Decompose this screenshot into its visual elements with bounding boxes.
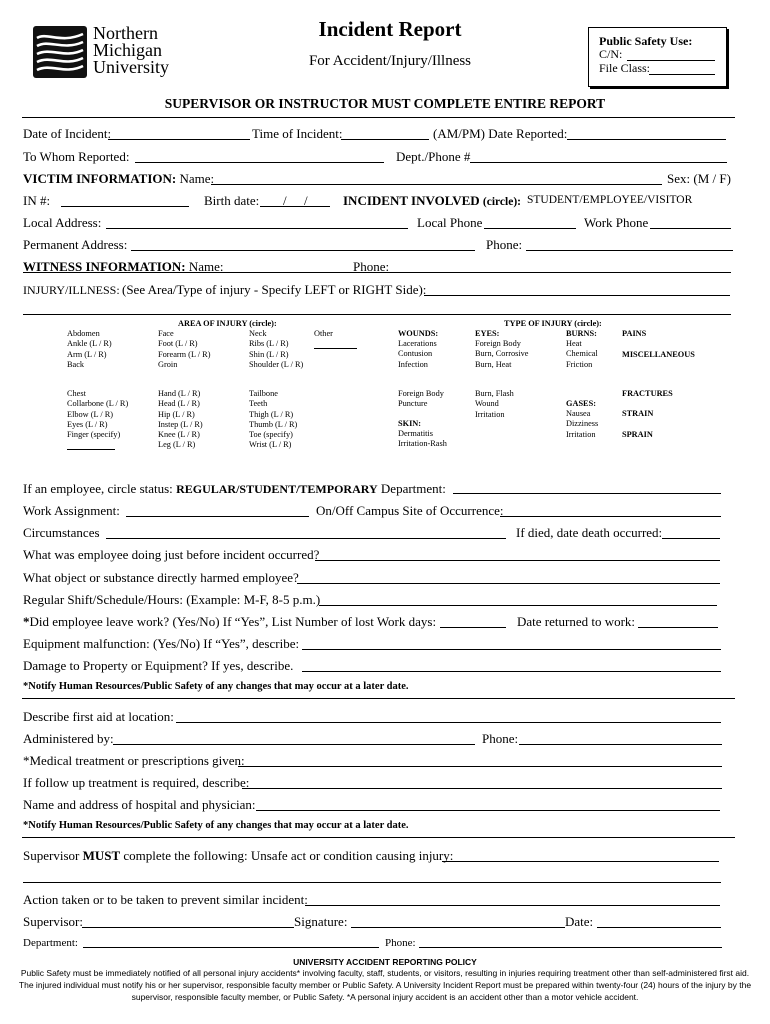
area-other-field[interactable] [314, 348, 357, 349]
injury-option[interactable]: Collarbone (L / R) [67, 399, 129, 409]
witness-field[interactable] [23, 272, 731, 273]
injury-option[interactable]: Contusion [398, 349, 433, 359]
regular-shift-field[interactable] [319, 605, 717, 606]
victim-name-field[interactable] [211, 184, 662, 185]
policy-line-2: The injured individual must notify his or her supervisor, responsible faculty member or Public Safety. A University Incident Report must be prepared within twenty-four (24) hours of the injury by the [18, 980, 752, 990]
dept-phone-label: Dept./Phone # [396, 149, 471, 164]
injury-option[interactable]: Ankle (L / R) [67, 339, 112, 349]
work-phone-label: Work Phone [584, 215, 649, 230]
work-assignment-label: Work Assignment: [23, 503, 120, 518]
supervisor-department-field[interactable] [83, 947, 379, 948]
injury-option[interactable]: Abdomen [67, 329, 100, 338]
employee-status-row [23, 481, 446, 497]
doing-before-field[interactable] [315, 560, 720, 561]
injury-option[interactable]: Hip (L / R) [158, 409, 195, 419]
administered-by-field[interactable] [113, 744, 475, 745]
injury-option[interactable]: Face [158, 329, 174, 338]
injury-option[interactable]: Finger (specify) [67, 430, 121, 440]
injury-option[interactable]: Hand (L / R) [158, 389, 201, 398]
wounds-list [398, 339, 437, 370]
injury-option[interactable]: Chest [67, 389, 86, 398]
signature-label: Signature: [294, 914, 348, 929]
burns-list [566, 339, 598, 370]
injury-option[interactable]: Burn, Heat [475, 359, 512, 369]
public-safety-box [588, 27, 727, 87]
damage-label: Damage to Property or Equipment? If yes, describe. [23, 658, 294, 673]
doing-before-label: What was employee doing just before incident occurred? [23, 547, 320, 562]
policy-heading: UNIVERSITY ACCIDENT REPORTING POLICY [293, 957, 477, 967]
first-aid-label: Describe first aid at location: [23, 709, 174, 724]
injury-option[interactable]: Foreign Body [475, 339, 521, 348]
injury-option[interactable]: Nausea [566, 409, 591, 418]
injury-option[interactable]: Tailbone [249, 389, 278, 398]
damage-field[interactable] [302, 671, 721, 672]
injury-option[interactable]: Thigh (L / R) [249, 409, 294, 419]
time-incident-field[interactable] [341, 139, 429, 140]
perm-phone-field[interactable] [526, 250, 733, 251]
section-rule-1 [22, 698, 735, 699]
time-incident-label: Time of Incident: [252, 126, 343, 141]
notify-note-2: *Notify Human Resources/Public Safety of any changes that may occur at a later date. [23, 820, 409, 831]
supervisor-department-label: Department: [23, 937, 78, 949]
area-col-3b [249, 389, 297, 451]
injury-option[interactable]: Burn, Flash [475, 389, 514, 398]
administered-by-label: Administered by: [23, 731, 114, 746]
leave-work-row [23, 614, 436, 630]
area-col-1a [67, 329, 112, 370]
injury-option[interactable]: Infection [398, 359, 428, 369]
injury-illness-label: INJURY/ILLNESS: [23, 283, 120, 297]
file-class-line[interactable] [649, 74, 715, 75]
wounds-list-2 [398, 389, 444, 410]
skin-heading: SKIN: [398, 419, 422, 428]
action-taken-field[interactable] [305, 905, 720, 906]
supervisor-date-label: Date: [565, 914, 594, 929]
notify-note-1: *Notify Human Resources/Public Safety of any changes that may occur at a later date. [23, 681, 409, 692]
eyes-list-2 [475, 389, 514, 420]
birth-slash-2: / [304, 193, 308, 208]
directive: SUPERVISOR OR INSTRUCTOR MUST COMPLETE ENTIRE REPORT [164, 96, 606, 111]
to-whom-label: To Whom Reported: [23, 149, 130, 164]
equipment-label: Equipment malfunction: (Yes/No) If “Yes”, describe: [23, 636, 300, 651]
incident-involved-circle: (circle): [482, 196, 521, 208]
wounds-heading: WOUNDS: [398, 329, 439, 338]
injury-option[interactable]: Irritation [475, 409, 505, 419]
area-col-1b [67, 389, 128, 440]
header-rule [22, 117, 735, 118]
injury-option[interactable]: Thumb (L / R) [249, 419, 298, 429]
perm-phone-label: Phone: [486, 237, 523, 252]
injury-field-2[interactable] [23, 314, 731, 315]
gases-list [566, 409, 598, 440]
area-col-3a [249, 329, 303, 370]
incident-involved-label: INCIDENT INVOLVED [343, 193, 480, 208]
date-incident-label: Date of Incident: [23, 126, 112, 141]
injury-field[interactable] [424, 295, 730, 296]
work-phone-field[interactable] [650, 228, 731, 229]
object-substance-field[interactable] [297, 583, 720, 584]
birth-date-label: Birth date: [204, 193, 260, 208]
in-number-label: IN #: [23, 193, 51, 208]
injury-option[interactable]: Knee (L / R) [158, 430, 200, 440]
fractures-label: FRACTURES [622, 389, 673, 398]
supervisor-must-post: complete the following: Unsafe act or condition causing injury: [120, 848, 454, 863]
birth-date-field[interactable] [260, 206, 330, 207]
supervisor-must-bold: MUST [82, 848, 121, 863]
area-finger-field[interactable] [67, 449, 115, 450]
file-class-label: File Class: [599, 61, 651, 75]
date-reported-field[interactable] [567, 139, 726, 140]
unsafe-act-row [23, 848, 453, 864]
dept-phone-field[interactable] [470, 162, 727, 163]
employee-status-label: If an employee, circle status: [23, 481, 173, 496]
perm-address-label: Permanent Address: [23, 237, 128, 252]
nmu-logo-mark [33, 26, 87, 78]
witness-phone-label: Phone: [353, 259, 390, 274]
injury-option[interactable]: Heat [566, 339, 582, 348]
employee-status-options[interactable]: REGULAR/STUDENT/TEMPORARY [176, 482, 378, 496]
work-assignment-field[interactable] [126, 516, 309, 517]
supervisor-phone-field[interactable] [419, 947, 722, 948]
injury-option[interactable]: Irritation [566, 429, 596, 439]
logo-line-3: University [93, 57, 169, 77]
victim-info-row [23, 171, 214, 187]
administered-phone-label: Phone: [482, 731, 519, 746]
date-reported-label: (AM/PM) Date Reported: [433, 126, 568, 141]
signature-field[interactable] [351, 927, 565, 928]
injury-option[interactable]: Arm (L / R) [67, 349, 107, 359]
injury-option[interactable]: Head (L / R) [158, 399, 200, 409]
injury-option[interactable]: Foreign Body [398, 389, 444, 398]
circumstances-field[interactable] [106, 538, 506, 539]
circumstances-label: Circumstances [23, 525, 100, 540]
injury-option[interactable]: Puncture [398, 399, 428, 409]
injury-option[interactable]: Wrist (L / R) [249, 440, 292, 450]
supervisor-label: Supervisor: [23, 914, 83, 929]
logo-line-2: Michigan [93, 40, 162, 60]
policy-line-3: supervisor, responsible faculty member, or Public Safety. *A personal injury accident is an accident other than a motor vehicle accident. [131, 992, 639, 1002]
area-other-label: Other [314, 329, 333, 338]
area-col-2b [158, 389, 203, 451]
logo-line-1: Northern [93, 23, 158, 43]
supervisor-date-field[interactable] [597, 927, 721, 928]
if-died-label: If died, date death occurred: [516, 525, 663, 540]
eyes-list [475, 339, 528, 370]
hospital-label: Name and address of hospital and physician: [23, 797, 256, 812]
type-of-injury-heading: TYPE OF INJURY (circle): [504, 319, 602, 328]
page-title: Incident Report [318, 17, 462, 41]
injury-option[interactable]: Chemical [566, 349, 598, 359]
injury-option[interactable]: Forearm (L / R) [158, 349, 211, 359]
on-off-campus-field[interactable] [500, 516, 721, 517]
unsafe-act-field[interactable] [442, 861, 719, 862]
injury-option[interactable]: Eyes (L / R) [67, 419, 108, 429]
to-whom-field[interactable] [135, 162, 384, 163]
perm-address-field[interactable] [131, 250, 475, 251]
victim-info-heading: VICTIM INFORMATION: [23, 171, 177, 186]
injury-option[interactable]: Groin [158, 359, 178, 369]
misc-label: MISCELLANEOUS [622, 350, 695, 359]
area-of-injury-heading: AREA OF INJURY (circle): [178, 319, 277, 328]
burns-heading: BURNS: [566, 329, 597, 338]
injury-option[interactable]: Ribs (L / R) [249, 339, 289, 349]
action-taken-label: Action taken or to be taken to prevent similar incident: [23, 892, 308, 907]
leave-work-label: Did employee leave work? (Yes/No) If “Yes”, List Number of lost Work days: [29, 614, 437, 629]
birth-slash-1: / [283, 193, 287, 208]
object-substance-label: What object or substance directly harmed employee? [23, 570, 299, 585]
date-returned-label: Date returned to work: [517, 614, 636, 629]
date-incident-field[interactable] [108, 139, 250, 140]
unsafe-act-field-2[interactable] [23, 882, 721, 883]
area-col-2a [158, 329, 210, 370]
page-subtitle: For Accident/Injury/Illness [308, 53, 472, 69]
witness-heading: WITNESS INFORMATION: [23, 259, 186, 274]
employee-department-field[interactable] [453, 493, 721, 494]
pains-label: PAINS [622, 329, 647, 338]
injury-option[interactable]: Shin (L / R) [249, 349, 289, 359]
follow-up-field[interactable] [242, 788, 722, 789]
injury-option[interactable]: Wound [475, 399, 499, 409]
injury-option[interactable]: Friction [566, 359, 593, 369]
on-off-campus-label: On/Off Campus Site of Occurrence: [316, 503, 504, 518]
if-died-field[interactable] [662, 538, 720, 539]
incident-involved-options[interactable]: STUDENT/EMPLOYEE/VISITOR [527, 194, 693, 206]
injury-option[interactable]: Neck [249, 329, 267, 338]
local-address-label: Local Address: [23, 215, 102, 230]
employee-department-label: Department: [380, 481, 446, 496]
eyes-heading: EYES: [475, 329, 500, 338]
lost-days-field[interactable] [440, 627, 506, 628]
injury-option[interactable]: Lacerations [398, 339, 437, 348]
injury-option[interactable]: Instep (L / R) [158, 419, 203, 429]
policy-line-1: Public Safety must be immediately notified of all personal injury accidents* involving faculty, staff, students, or visitors, resulting in injuries requiring treatment other than self-administered first aid. [20, 968, 750, 978]
leave-work-star: * [23, 614, 30, 629]
medical-treatment-label: *Medical treatment or prescriptions given: [23, 753, 245, 768]
victim-name-label: Name: [179, 171, 215, 186]
in-number-field[interactable] [61, 206, 189, 207]
injury-option[interactable]: Toe (specify) [249, 430, 293, 440]
injury-option[interactable]: Irritation-Rash [398, 439, 447, 449]
injury-option[interactable]: Dizziness [566, 419, 599, 429]
injury-option[interactable]: Elbow (L / R) [67, 409, 114, 419]
regular-shift-label: Regular Shift/Schedule/Hours: (Example: M-F, 8-5 p.m.) [23, 592, 321, 607]
follow-up-label: If follow up treatment is required, describe: [23, 775, 250, 790]
section-rule-2 [22, 837, 735, 838]
incident-involved [343, 193, 521, 209]
local-phone-label: Local Phone [417, 215, 483, 230]
first-aid-field[interactable] [176, 722, 721, 723]
injury-option[interactable]: Foot (L / R) [158, 339, 198, 349]
local-address-field[interactable] [106, 228, 408, 229]
injury-option[interactable]: Teeth [249, 399, 268, 409]
date-returned-field[interactable] [638, 627, 718, 628]
sex-label: Sex: (M / F) [667, 171, 731, 186]
injury-option[interactable]: Leg (L / R) [158, 440, 196, 450]
nmu-logo [33, 23, 183, 82]
injury-option[interactable]: Burn, Corrosive [475, 349, 529, 359]
local-phone-field[interactable] [484, 228, 576, 229]
supervisor-field[interactable] [82, 927, 294, 928]
injury-specify-label: (See Area/Type of injury - Specify LEFT or RIGHT Side): [122, 282, 427, 297]
equipment-field[interactable] [302, 649, 721, 650]
witness-name-label: Name: [188, 259, 224, 274]
injury-option[interactable]: Shoulder (L / R) [249, 359, 304, 369]
supervisor-phone-label: Phone: [385, 937, 416, 949]
hospital-field[interactable] [256, 810, 720, 811]
injury-option[interactable]: Dermatitis [398, 429, 434, 438]
skin-list [398, 429, 447, 450]
sprain-label: SPRAIN [622, 430, 653, 439]
administered-phone-field[interactable] [519, 744, 722, 745]
cn-label: C/N: [599, 47, 623, 61]
strain-label: STRAIN [622, 409, 654, 418]
injury-option[interactable]: Back [67, 359, 85, 369]
supervisor-must-pre: Supervisor [23, 848, 83, 863]
medical-treatment-field[interactable] [238, 766, 722, 767]
public-safety-heading: Public Safety Use: [599, 34, 693, 48]
gases-heading: GASES: [566, 399, 596, 408]
